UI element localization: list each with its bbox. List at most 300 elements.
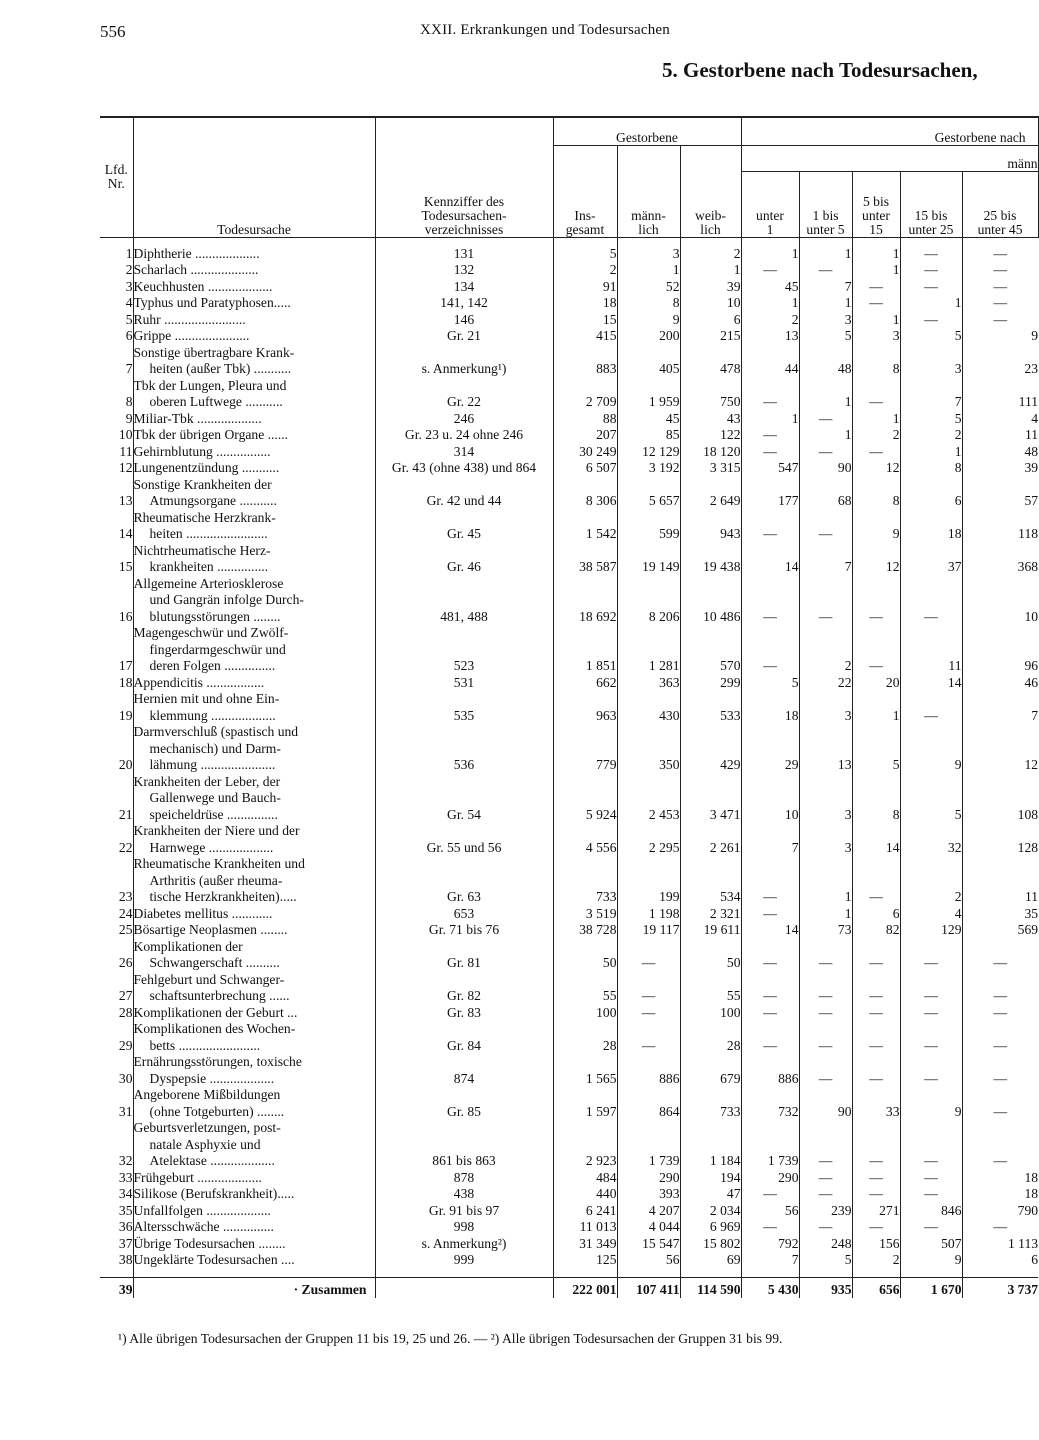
value-cell: — bbox=[852, 939, 900, 972]
value-cell: 1 739 bbox=[741, 1120, 799, 1170]
table-row bbox=[100, 246, 1038, 263]
value-cell: 290 bbox=[617, 1170, 680, 1187]
value-cell: 33 bbox=[852, 1087, 900, 1120]
cause-code: Gr. 84 bbox=[375, 1021, 553, 1054]
cause-code: Gr. 43 (ohne 438) und 864 bbox=[375, 460, 553, 477]
cause-code: 438 bbox=[375, 1186, 553, 1203]
value-cell: 1 565 bbox=[553, 1054, 617, 1087]
cause-of-death bbox=[133, 939, 375, 972]
value-cell: 12 bbox=[962, 724, 1038, 774]
value-cell: 8 bbox=[852, 774, 900, 824]
value-cell: — bbox=[617, 1005, 680, 1022]
value-cell: 7 bbox=[799, 543, 852, 576]
table-row bbox=[100, 460, 1038, 477]
value-cell: 18 bbox=[553, 295, 617, 312]
value-cell: 2 321 bbox=[680, 906, 741, 923]
value-cell: — bbox=[741, 856, 799, 906]
table-row bbox=[100, 1005, 1038, 1022]
spacer-cell bbox=[375, 1269, 553, 1278]
value-cell: 31 349 bbox=[553, 1236, 617, 1253]
cause-code: 998 bbox=[375, 1219, 553, 1236]
cause-code: 146 bbox=[375, 312, 553, 329]
value-cell: 11 bbox=[962, 427, 1038, 444]
row-number: 13 bbox=[118, 493, 133, 508]
total-value-cell: 5 430 bbox=[741, 1277, 799, 1298]
value-cell: — bbox=[962, 939, 1038, 972]
table-row bbox=[100, 427, 1038, 444]
value-cell: 248 bbox=[799, 1236, 852, 1253]
table-row bbox=[100, 625, 1038, 675]
cause-code: 653 bbox=[375, 906, 553, 923]
value-cell: — bbox=[741, 939, 799, 972]
table-body bbox=[100, 237, 1038, 1298]
row-number: 24 bbox=[118, 905, 133, 921]
table-row bbox=[100, 823, 1038, 856]
cause-line: Tbk der Lungen, Pleura und bbox=[133, 377, 287, 393]
row-number: 14 bbox=[118, 526, 133, 541]
row-number: 15 bbox=[118, 559, 133, 574]
value-cell: 207 bbox=[553, 427, 617, 444]
value-cell: 46 bbox=[962, 675, 1038, 692]
value-cell: 507 bbox=[900, 1236, 962, 1253]
cause-code: 141, 142 bbox=[375, 295, 553, 312]
cause-code: 536 bbox=[375, 724, 553, 774]
cause-line: (ohne Totgeburten) ........ bbox=[149, 1103, 285, 1119]
table-row bbox=[100, 295, 1038, 312]
cause-of-death bbox=[133, 427, 375, 444]
value-cell: — bbox=[799, 1219, 852, 1236]
cause-code: Gr. 54 bbox=[375, 774, 553, 824]
cause-line: Angeborene Mißbildungen bbox=[133, 1087, 281, 1102]
value-cell: — bbox=[799, 1186, 852, 1203]
total-value-cell: 107 411 bbox=[617, 1277, 680, 1298]
statistics-table-container bbox=[100, 116, 1039, 1298]
causes-of-death-table bbox=[100, 116, 1039, 1298]
value-cell: 2 453 bbox=[617, 774, 680, 824]
spacer-cell bbox=[375, 237, 553, 246]
cause-line: Sonstige Krankheiten der bbox=[133, 476, 272, 492]
table-row bbox=[100, 1054, 1038, 1087]
row-number: 11 bbox=[119, 443, 133, 459]
value-cell: 7 bbox=[962, 691, 1038, 724]
row-number: 29 bbox=[118, 1037, 133, 1053]
value-cell: 1 bbox=[799, 246, 852, 263]
value-cell: 3 bbox=[799, 823, 852, 856]
value-cell: 1 bbox=[799, 906, 852, 923]
value-cell: 73 bbox=[799, 922, 852, 939]
value-cell: 440 bbox=[553, 1186, 617, 1203]
cause-of-death bbox=[133, 1252, 375, 1269]
value-cell: 1 542 bbox=[553, 510, 617, 543]
value-cell: 14 bbox=[852, 823, 900, 856]
value-cell: 48 bbox=[962, 444, 1038, 461]
value-cell: 100 bbox=[553, 1005, 617, 1022]
cause-line: mechanisch) und Darm- bbox=[149, 740, 281, 756]
value-cell: 478 bbox=[680, 345, 741, 378]
spacer-cell bbox=[133, 1269, 375, 1278]
cause-of-death bbox=[133, 1054, 375, 1087]
value-cell: 82 bbox=[852, 922, 900, 939]
cause-line: Lungenentzündung ........... bbox=[133, 460, 280, 475]
cause-of-death bbox=[133, 477, 375, 510]
cause-line: Krankheiten der Niere und der bbox=[133, 823, 300, 838]
value-cell: 18 bbox=[741, 691, 799, 724]
value-cell: — bbox=[741, 510, 799, 543]
col-header-nr: Lfd. Nr. bbox=[100, 117, 133, 237]
table-row bbox=[100, 906, 1038, 923]
cause-line: fingerdarmgeschwür und bbox=[149, 641, 286, 657]
value-cell: — bbox=[900, 576, 962, 626]
value-cell: — bbox=[741, 1186, 799, 1203]
value-cell: — bbox=[741, 972, 799, 1005]
row-number: 31 bbox=[118, 1103, 133, 1119]
value-cell: 9 bbox=[962, 328, 1038, 345]
cause-code: Gr. 81 bbox=[375, 939, 553, 972]
value-cell: 6 241 bbox=[553, 1203, 617, 1220]
value-cell: 4 556 bbox=[553, 823, 617, 856]
value-cell: 11 bbox=[962, 856, 1038, 906]
value-cell: 7 bbox=[900, 378, 962, 411]
cause-code: 246 bbox=[375, 411, 553, 428]
value-cell: 177 bbox=[741, 477, 799, 510]
table-row bbox=[100, 675, 1038, 692]
table-row bbox=[100, 972, 1038, 1005]
value-cell: 4 044 bbox=[617, 1219, 680, 1236]
value-cell: — bbox=[852, 1219, 900, 1236]
table-row bbox=[100, 1236, 1038, 1253]
value-cell: 1 bbox=[741, 246, 799, 263]
value-cell: — bbox=[799, 411, 852, 428]
value-cell: 23 bbox=[962, 345, 1038, 378]
value-cell: 6 969 bbox=[680, 1219, 741, 1236]
row-number: 35 bbox=[118, 1202, 133, 1218]
cause-line: Allgemeine Arteriosklerose bbox=[133, 575, 284, 591]
value-cell: — bbox=[852, 1120, 900, 1170]
value-cell: 534 bbox=[680, 856, 741, 906]
cause-line: und Gangrän infolge Durch- bbox=[149, 592, 304, 607]
value-cell: — bbox=[799, 510, 852, 543]
row-number: 34 bbox=[118, 1186, 133, 1201]
cause-code: Gr. 63 bbox=[375, 856, 553, 906]
value-cell: 2 bbox=[799, 625, 852, 675]
total-row bbox=[100, 1277, 1038, 1298]
table-spacer-row bbox=[100, 1269, 1038, 1278]
value-cell: — bbox=[852, 279, 900, 296]
value-cell: 886 bbox=[617, 1054, 680, 1087]
value-cell: — bbox=[900, 1186, 962, 1203]
running-head: XXII. Erkrankungen und Todesursachen bbox=[420, 22, 670, 38]
row-number: 32 bbox=[118, 1153, 133, 1168]
table-row bbox=[100, 1087, 1038, 1120]
value-cell: 7 bbox=[741, 1252, 799, 1269]
value-cell: 19 438 bbox=[680, 543, 741, 576]
cause-line: heiten ........................ bbox=[149, 526, 268, 541]
cause-line: Silikose (Berufskrankheit)..... bbox=[133, 1186, 295, 1201]
cause-line: Sonstige übertragbare Krank- bbox=[133, 344, 295, 360]
value-cell: — bbox=[617, 972, 680, 1005]
table-row bbox=[100, 1021, 1038, 1054]
cause-of-death bbox=[133, 378, 375, 411]
table-row bbox=[100, 1120, 1038, 1170]
value-cell: — bbox=[799, 1120, 852, 1170]
cause-code: 874 bbox=[375, 1054, 553, 1087]
value-cell: 91 bbox=[553, 279, 617, 296]
value-cell: — bbox=[799, 1021, 852, 1054]
cause-line: Harnwege ................... bbox=[149, 839, 274, 855]
value-cell: 194 bbox=[680, 1170, 741, 1187]
value-cell: 1 bbox=[680, 262, 741, 279]
value-cell: 3 192 bbox=[617, 460, 680, 477]
cause-line: schaftsunterbrechung ...... bbox=[149, 988, 290, 1003]
col-group-deaths-by-age: Gestorbene nach bbox=[741, 117, 1038, 145]
value-cell: — bbox=[900, 262, 962, 279]
value-cell: 9 bbox=[900, 1252, 962, 1269]
table-row bbox=[100, 774, 1038, 824]
value-cell: — bbox=[900, 246, 962, 263]
cause-line: Rheumatische Herzkrank- bbox=[133, 509, 276, 525]
cause-code: Gr. 55 und 56 bbox=[375, 823, 553, 856]
cause-line: Arthritis (außer rheuma- bbox=[149, 872, 283, 888]
value-cell: 3 bbox=[852, 328, 900, 345]
value-cell: 8 bbox=[617, 295, 680, 312]
cause-code: 878 bbox=[375, 1170, 553, 1187]
value-cell: — bbox=[962, 1054, 1038, 1087]
row-number: 25 bbox=[118, 922, 133, 937]
value-cell: 1 739 bbox=[617, 1120, 680, 1170]
value-cell: 6 bbox=[852, 906, 900, 923]
value-cell: 100 bbox=[680, 1005, 741, 1022]
value-cell: 2 bbox=[553, 262, 617, 279]
value-cell: 13 bbox=[799, 724, 852, 774]
value-cell: — bbox=[900, 972, 962, 1005]
row-number: 4 bbox=[125, 295, 133, 310]
value-cell: 5 657 bbox=[617, 477, 680, 510]
value-cell: — bbox=[852, 856, 900, 906]
value-cell: 1 851 bbox=[553, 625, 617, 675]
value-cell: 1 959 bbox=[617, 378, 680, 411]
value-cell: 1 198 bbox=[617, 906, 680, 923]
value-cell: 28 bbox=[553, 1021, 617, 1054]
spacer-cell bbox=[741, 1269, 799, 1278]
cause-of-death bbox=[133, 246, 375, 263]
value-cell: 430 bbox=[617, 691, 680, 724]
cause-of-death bbox=[133, 856, 375, 906]
value-cell: — bbox=[852, 295, 900, 312]
row-number: 12 bbox=[118, 460, 133, 475]
table-row bbox=[100, 477, 1038, 510]
total-row-number: 39 bbox=[100, 1277, 133, 1298]
value-cell: 38 587 bbox=[553, 543, 617, 576]
cause-of-death bbox=[133, 510, 375, 543]
value-cell: — bbox=[799, 1005, 852, 1022]
value-cell: 429 bbox=[680, 724, 741, 774]
cause-line: Darmverschluß (spastisch und bbox=[133, 724, 299, 739]
cause-line: blutungsstörungen ........ bbox=[149, 608, 281, 624]
value-cell: 9 bbox=[900, 1087, 962, 1120]
value-cell: 29 bbox=[741, 724, 799, 774]
value-cell: 1 bbox=[852, 691, 900, 724]
cause-code: Gr. 42 und 44 bbox=[375, 477, 553, 510]
spacer-cell bbox=[900, 1269, 962, 1278]
value-cell: 14 bbox=[900, 675, 962, 692]
value-cell: 37 bbox=[900, 543, 962, 576]
row-number: 22 bbox=[118, 839, 133, 855]
cause-code: Gr. 82 bbox=[375, 972, 553, 1005]
value-cell: 43 bbox=[680, 411, 741, 428]
value-cell: 864 bbox=[617, 1087, 680, 1120]
table-row bbox=[100, 444, 1038, 461]
value-cell: 1 bbox=[799, 856, 852, 906]
value-cell: 368 bbox=[962, 543, 1038, 576]
value-cell: 3 bbox=[617, 246, 680, 263]
value-cell: 28 bbox=[680, 1021, 741, 1054]
row-number: 10 bbox=[118, 427, 133, 442]
cause-code: Gr. 23 u. 24 ohne 246 bbox=[375, 427, 553, 444]
spacer-cell bbox=[852, 1269, 900, 1278]
value-cell: 570 bbox=[680, 625, 741, 675]
row-number: 23 bbox=[118, 889, 133, 904]
value-cell: 20 bbox=[852, 675, 900, 692]
value-cell: 3 519 bbox=[553, 906, 617, 923]
total-code-cell bbox=[375, 1277, 553, 1298]
col-group-deaths: Gestorbene bbox=[553, 117, 741, 145]
spacer-cell bbox=[133, 237, 375, 246]
value-cell: 5 bbox=[900, 328, 962, 345]
cause-code: s. Anmerkung²) bbox=[375, 1236, 553, 1253]
row-number: 9 bbox=[125, 410, 133, 426]
value-cell: 3 471 bbox=[680, 774, 741, 824]
total-value-cell: 656 bbox=[852, 1277, 900, 1298]
cause-line: Atelektase ................... bbox=[149, 1153, 275, 1168]
spacer-cell bbox=[799, 237, 852, 246]
value-cell: — bbox=[852, 1054, 900, 1087]
col-header-age-under-1: unter 1 bbox=[741, 171, 799, 237]
value-cell: 662 bbox=[553, 675, 617, 692]
cause-line: deren Folgen ............... bbox=[149, 658, 276, 673]
cause-line: klemmung ................... bbox=[149, 707, 276, 723]
cause-code: Gr. 83 bbox=[375, 1005, 553, 1022]
row-number: 3 bbox=[125, 278, 133, 294]
cause-of-death bbox=[133, 279, 375, 296]
value-cell: 90 bbox=[799, 1087, 852, 1120]
col-header-male: männ-lich bbox=[617, 145, 680, 237]
col-header-age-15-25: 15 bis unter 25 bbox=[900, 171, 962, 237]
value-cell: 2 649 bbox=[680, 477, 741, 510]
footnote: ¹) Alle übrigen Todesursachen der Gruppen 11 bis 19, 25 und 26. — ²) Alle übrigen Todesursachen der Gruppen 31 bis 99. bbox=[118, 1331, 783, 1346]
value-cell: 5 bbox=[799, 328, 852, 345]
col-header-cause: Todesursache bbox=[133, 117, 375, 237]
page-number: 556 bbox=[100, 22, 126, 41]
value-cell: — bbox=[852, 1170, 900, 1187]
value-cell: 790 bbox=[962, 1203, 1038, 1220]
value-cell: 363 bbox=[617, 675, 680, 692]
value-cell: 733 bbox=[553, 856, 617, 906]
cause-line: oberen Luftwege ........... bbox=[149, 394, 283, 409]
value-cell: 96 bbox=[962, 625, 1038, 675]
value-cell: 88 bbox=[553, 411, 617, 428]
value-cell: 6 507 bbox=[553, 460, 617, 477]
value-cell: 290 bbox=[741, 1170, 799, 1187]
value-cell: 750 bbox=[680, 378, 741, 411]
value-cell: 14 bbox=[741, 922, 799, 939]
value-cell: — bbox=[741, 1021, 799, 1054]
total-value-cell: 3 737 bbox=[962, 1277, 1038, 1298]
value-cell: — bbox=[741, 906, 799, 923]
table-row bbox=[100, 724, 1038, 774]
value-cell: — bbox=[741, 262, 799, 279]
total-value-cell: 222 001 bbox=[553, 1277, 617, 1298]
value-cell: 1 bbox=[852, 246, 900, 263]
value-cell: 5 bbox=[852, 724, 900, 774]
value-cell: 39 bbox=[680, 279, 741, 296]
table-row bbox=[100, 576, 1038, 626]
cause-line: heiten (außer Tbk) ........... bbox=[149, 361, 292, 376]
value-cell: 10 bbox=[962, 576, 1038, 626]
value-cell: 128 bbox=[962, 823, 1038, 856]
value-cell: 4 207 bbox=[617, 1203, 680, 1220]
cause-of-death bbox=[133, 444, 375, 461]
col-header-female: weib-lich bbox=[680, 145, 741, 237]
value-cell: 18 692 bbox=[553, 576, 617, 626]
cause-line: Rheumatische Krankheiten und bbox=[133, 856, 305, 871]
value-cell: — bbox=[741, 625, 799, 675]
value-cell: 5 bbox=[553, 246, 617, 263]
value-cell: — bbox=[900, 1021, 962, 1054]
value-cell: 9 bbox=[900, 724, 962, 774]
value-cell: — bbox=[852, 1021, 900, 1054]
cause-line: Altersschwäche ............... bbox=[133, 1219, 274, 1234]
cause-line: Bösartige Neoplasmen ........ bbox=[133, 922, 288, 937]
value-cell: 8 bbox=[852, 345, 900, 378]
cause-line: Atmungsorgane ........... bbox=[149, 493, 277, 508]
value-cell: 393 bbox=[617, 1186, 680, 1203]
cause-of-death bbox=[133, 262, 375, 279]
value-cell: 1 bbox=[741, 295, 799, 312]
table-row bbox=[100, 543, 1038, 576]
row-number: 18 bbox=[118, 674, 133, 690]
cause-of-death bbox=[133, 543, 375, 576]
value-cell: 129 bbox=[900, 922, 962, 939]
value-cell: 45 bbox=[741, 279, 799, 296]
value-cell: — bbox=[852, 378, 900, 411]
cause-line: lähmung ...................... bbox=[149, 757, 276, 772]
spacer-cell bbox=[617, 1269, 680, 1278]
cause-code: 481, 488 bbox=[375, 576, 553, 626]
cause-code: 535 bbox=[375, 691, 553, 724]
value-cell: — bbox=[962, 1219, 1038, 1236]
value-cell: 11 bbox=[900, 625, 962, 675]
value-cell: 886 bbox=[741, 1054, 799, 1087]
value-cell: — bbox=[741, 1219, 799, 1236]
value-cell: — bbox=[900, 312, 962, 329]
cause-line: Diabetes mellitus ............ bbox=[133, 905, 273, 921]
cause-code: 523 bbox=[375, 625, 553, 675]
value-cell: 5 bbox=[741, 675, 799, 692]
value-cell: 2 923 bbox=[553, 1120, 617, 1170]
value-cell: 22 bbox=[799, 675, 852, 692]
value-cell: — bbox=[741, 378, 799, 411]
cause-code: 861 bis 863 bbox=[375, 1120, 553, 1170]
value-cell: — bbox=[900, 1120, 962, 1170]
value-cell: 19 149 bbox=[617, 543, 680, 576]
spacer-cell bbox=[852, 237, 900, 246]
value-cell: 943 bbox=[680, 510, 741, 543]
cause-line: Dyspepsie ................... bbox=[149, 1070, 275, 1086]
table-row bbox=[100, 510, 1038, 543]
value-cell: — bbox=[852, 444, 900, 461]
cause-of-death bbox=[133, 295, 375, 312]
cause-line: Frühgeburt ................... bbox=[133, 1169, 262, 1185]
